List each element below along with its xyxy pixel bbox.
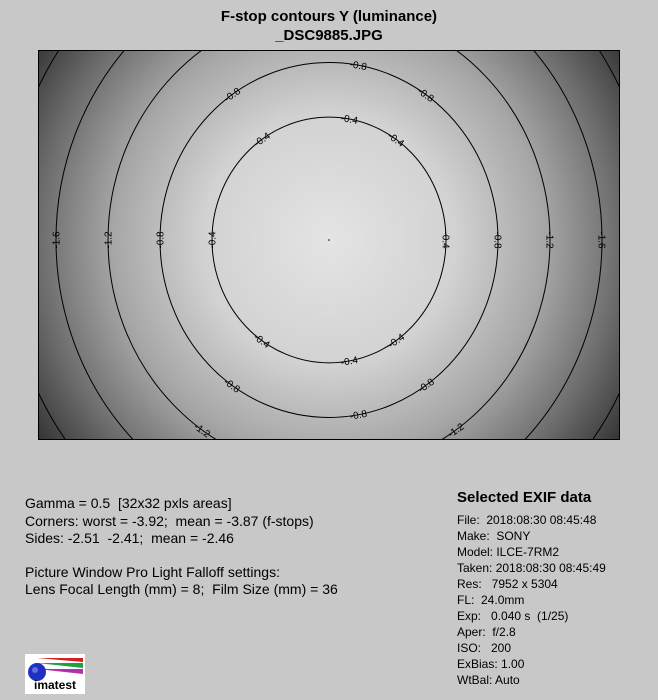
- contour-label: -0.4: [386, 332, 407, 351]
- contour-label: -1.2: [446, 421, 467, 440]
- contour-label: -0.8: [416, 376, 437, 396]
- contour-label: -0.4: [439, 231, 451, 249]
- contour-label: -0.4: [385, 130, 406, 150]
- contour-label: -0.8: [221, 376, 242, 396]
- stats-pwp-settings: Lens Focal Length (mm) = 8; Film Size (mm) = 36: [25, 581, 338, 597]
- contour-label: -1.6: [595, 231, 607, 249]
- contour-label: -0.8: [348, 59, 368, 74]
- contour-label: -0.4: [339, 113, 359, 127]
- contour-label: -0.4: [340, 355, 359, 369]
- exif-row: WtBal: Auto: [457, 673, 520, 687]
- contour-label: -0.4: [207, 231, 219, 249]
- contour-label: -0.8: [349, 408, 368, 423]
- chart-title: F-stop contours Y (luminance): [220, 8, 438, 25]
- contour-label: -1.6: [51, 231, 63, 249]
- logo-text: imatest: [33, 678, 77, 692]
- contour-label: -0.8: [155, 231, 167, 249]
- contour-label: -1.2: [103, 231, 115, 249]
- exif-row: ISO: 200: [457, 641, 512, 655]
- chart-subtitle: _DSC9885.JPG: [275, 27, 383, 44]
- exif-row: Res: 7952 x 5304: [457, 577, 558, 591]
- contour-label: -0.8: [415, 86, 436, 105]
- contour-label: -0.4: [251, 332, 272, 351]
- exif-title: Selected EXIF data: [457, 489, 592, 506]
- stats-sides: Sides: -2.51 -2.41; mean = -2.46: [25, 530, 234, 546]
- contour-label: -0.4: [252, 130, 273, 150]
- contour-label: -1.2: [543, 231, 555, 249]
- exif-row: Model: ILCE-7RM2: [457, 545, 560, 559]
- contour-label: -1.2: [191, 421, 212, 440]
- stats-corners: Corners: worst = -3.92; mean = -3.87 (f-stops): [25, 513, 314, 529]
- exif-row: Exp: 0.040 s (1/25): [457, 609, 569, 623]
- imatest-logo-icon: [25, 654, 85, 694]
- plot-background: [38, 50, 620, 440]
- stats-gamma: Gamma = 0.5 [32x32 pxls areas]: [25, 495, 232, 511]
- exif-row: File: 2018:08:30 08:45:48: [457, 513, 597, 527]
- center-mark: [328, 239, 330, 241]
- exif-row: ExBias: 1.00: [457, 657, 525, 671]
- exif-row: FL: 24.0mm: [457, 593, 525, 607]
- contour-label: -0.8: [491, 231, 503, 249]
- exif-row: Aper: f/2.8: [457, 625, 516, 639]
- exif-row: Make: SONY: [457, 529, 531, 543]
- contour-plot: [38, 50, 620, 440]
- contour-label: -0.8: [222, 86, 243, 105]
- stats-pwp-title: Picture Window Pro Light Falloff settings:: [25, 564, 280, 580]
- exif-row: Taken: 2018:08:30 08:45:49: [457, 561, 606, 575]
